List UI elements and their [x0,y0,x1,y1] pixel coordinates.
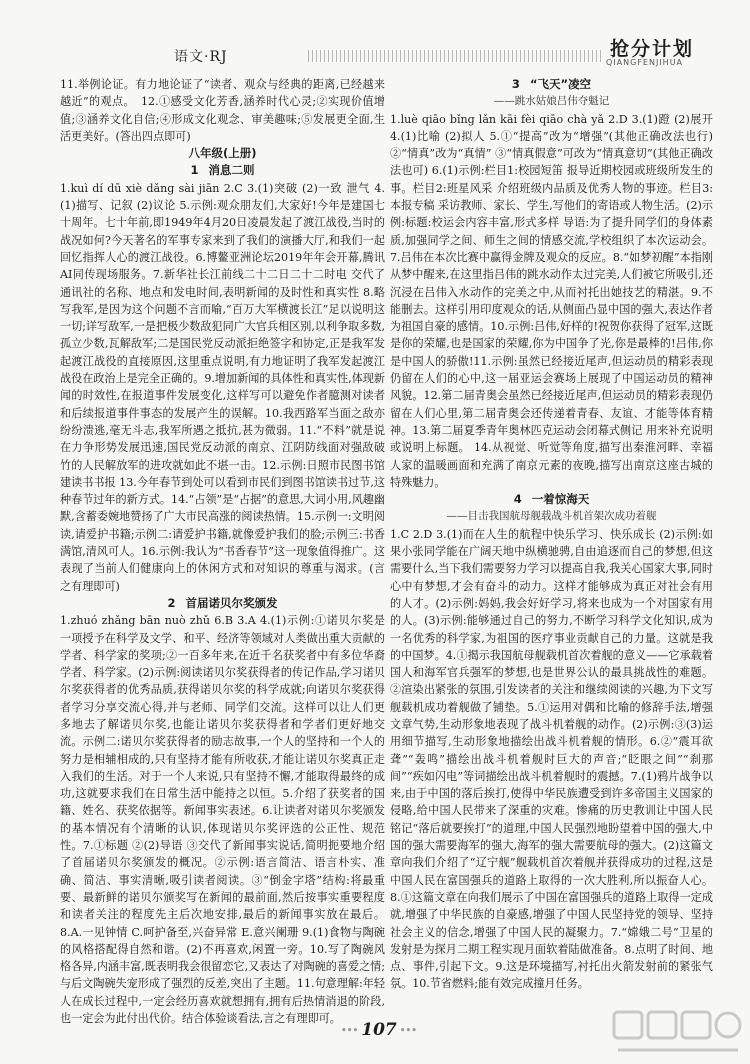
lesson-name: 消息二则 [208,163,255,178]
lesson-number: 4 [513,492,522,507]
lesson-name: 一着惊海天 [531,492,590,507]
subject-label: 语文·RJ [174,49,228,65]
lesson-title [390,491,713,508]
lesson-subtitle: ——目击我国航母舰载战斗机首架次成功着舰 [446,510,657,523]
book-series-pinyin: QIANGFENJIHUA [606,58,684,67]
lesson-title [60,595,385,612]
lesson-number: 1 [190,163,199,178]
grade-heading: 八年级(上册) [188,146,257,161]
answer-block: 11.举例论证。有力地论证了“读者、观众与经典的距离,已经越来越近”的观点。 12.①感受文化芳香,涵养时代心灵;②实现价值增值;③涵养文化自信;④形成文化观念、审美趣味;⑤发展更全面,生活更美好。(答出四点即可) [60,78,385,143]
book-series-title: 抢分计划 [610,38,695,60]
watermark-logo-icon [610,1006,745,1060]
lesson-number: 2 [167,595,176,610]
lesson-title [60,162,385,179]
lesson-name: 首届诺贝尔奖颁发 [185,595,278,610]
answer-block: 1.zhuó zhǎng bān nuò zhǔ 6.B 3.A 4.(1)示例:①诺贝尔奖是一项授予在科学及文学、和平、经济等领域对人类做出重大贡献的学者、科学家的奖项;②一百多年来,在近千名获奖者中有多位华裔学者、科学家。(2)示例:阅读诺贝尔奖获得者的传记作品,学习诺贝尔奖获得者的优秀品质,获得诺贝尔奖的科学成就;向诺贝尔奖获得者学习分享交流心得,并与老师、同学们交流。这样可以让人们更多地去了解诺贝尔奖,也能让诺贝尔奖获得者和学者们更好地交流。示例二:诺贝尔奖获得者的励志故事,一个人的坚持和一个人的努力是相辅相成的,只有坚持才能有所收获,才能让诺贝尔奖真正走入我们的生活。对于一个人来说,只有坚持不懈,才能取得最终的成功,这就要求我们在日常生活中能持之以恒。5.介绍了获奖者的国籍、姓名、获奖依据等。新闻事实表述。6.让读者对诺贝尔奖颁发的基本情况有个清晰的认识,体现诺贝尔奖评选的公正性、规范性。7.①标题 ②(2)导语 ③交代了新闻事实说话,简明扼要地介绍了首届诺贝尔奖颁发的概况。②示例:语言简洁、语言朴实、准确、简洁、事实清晰,吸引读者阅读。③“倒金字塔”结构:将最重要、最新鲜的诺贝尔颁奖写在新闻的最前面,然后按事实重要程度和读者关注的程度先主后次地安排,最后的新闻事实放在最后。8.A.一见钟情 C.呵护备至,兴奋异常 E.意兴阑珊 9.(1)食物与陶碗的风格搭配得自然和谐。(2)不再喜欢,闲置一旁。10.写了陶碗风格各异,内涵丰富,既表明我会很留恋它,又表达了对陶碗的喜爱之情;与后文陶碗失宠形成了强烈的反差,突出了主题。11.句意理解:年轻人在成长过程中,一定会经历喜欢就想拥有,拥有后热情消退的阶段,也一定会为此付出代价。结合体验谈看法,言之有理即可。 [60,614,385,1026]
lesson-name: “飞天”凌空 [529,77,592,91]
lesson-number: 3 [511,77,520,91]
answer-block: 1.luè qiāo bǐng lǎn kāi fèi qiāo chà yǎ 2.D 3.(1)蹬 (2)展开 4.(1)比喻 (2)拟人 5.①“提高”改为“增强”(其他正确改法也行) ②“情真”改为“真情” ③“情真假意”可改为“情真意切”(其他正确改法也可) 6.(1)示例:栏目1:校园短笛 报导近期校园或班级所发生的事。栏目2:班星风采 介绍班级内品质及优秀人物的事迹。栏目3:本报专稿 采访教师、家长、学生,写他们的寄语或人物生活。(2)示例:标题:校运会内容丰富,形式多样 导语:为了提升同学们的身体素质,加强同学之间、师生之间的情感交流,学校组织了本次运动会。7.吕伟在本次比赛中赢得金牌及观众的反应。8.“如梦初醒”本指刚从梦中醒来,在这里指吕伟的跳水动作太过完美,人们被它所吸引,还沉浸在吕伟入水动作的完美之中,从而衬托出她技艺的精湛。9.不能删去。这样引用印度观众的话,从侧面凸显中国的强大,表达作者为祖国自豪的感情。10.示例:吕伟,好样的!祝贺你获得了冠军,这既是你的荣耀,也是国家的荣耀,你为中国争了光,你是最棒的!吕伟,你是中国人的骄傲!11.示例:虽然已经接近尾声,但运动员的精彩表现仍留在人们的心中,这一届亚运会赛场上展现了中国运动员的精神风貌。12.第二届青奥会虽然已经接近尾声,但运动员的精彩表现仍留在人们心里,第二届青奥会还传递着青春、友谊、才能等体育精神。13.第二届夏季青年奥林匹克运动会闭幕式侧记 用来补充说明或说明上标题。 14.从视觉、听觉等角度,描写出秦淮河畔、幸福人家的温暖画面和充满了南京元素的夜晚,描写出南京这座古城的特殊魅力。 [390,112,713,489]
left-column [60,76,385,1027]
lesson-subtitle: ——跳水姑娘吕伟夺魁记 [493,95,610,108]
page-number: ••• 107 ••• [338,1020,412,1040]
page-header [0,0,750,74]
answer-block: 1.kuì dí dū xiè dǎng sài jiān 2.C 3.(1)突破 (2)一致 泄气 4.(1)描写、记叙 (2)议论 5.示例:观众朋友们,大家好!今年是建国七十周年。七十年前,即1949年4月20日凌晨发起了渡江战役,当时的战况如何?今天著名的军事专家来到了我们的演播大厅,和我们一起回忆指挥人心的渡江战役。6.博鳌亚洲论坛2019年年会开幕,腾讯AI同传现场服务。7.新华社长江前线二十二日二十二时电 交代了通讯社的名称、地点和发电时间,表明新闻的及时性和真实性 8.略写我军,是因为这个问题不言而喻,“百万大军横渡长江”足以说明这一切;详写敌军,一是把极少数敌犯同广大官兵相区别,以利争取多数,孤立少数,瓦解敌军;二是国民党反动派拒绝签字和协定,正是我军发起渡江战役的直接原因,这里重点说明,有力地证明了我军发起渡江战役在政治上是完全正确的。9.增加新闻的具体性和真实性,体现新闻的时效性,在报道事件发展变化,这样写可以避免作者臆测对读者和后续报道事件事态的发展产生的误解。10.我西路军当面之敌亦纷纷溃逃,毫无斗志,我军所遇之抵抗,甚为微弱。11.“不料”就是说在力争形势发展迅速,国民党反动派的南京、江阴防线面对强敌破竹的人民解放军的进攻就如此不堪一击。12.示例:日照市民图书馆建读书书报 13.今年春节到处可以看到市民们到图书馆读书过节,这种春节过年的新方式。14.“占领”是“占据”的意思,大词小用,风趣幽默,含蓄委婉地赞扬了广大市民高涨的阅读热情。15.示例一:文明阅读,请爱护书籍;示例二:请爱护书籍,就像爱护我们的脸;示例三:书香满馆,清风可人。16.示例:我认为“书香春节”这一现象值得推广。这表现了当前人们健康向上的休闲方式和对知识的尊重与渴求。(言之有理即可) [60,181,385,593]
lesson-title [390,76,713,93]
right-column [390,76,713,993]
header-rule [308,50,603,62]
answer-block: 1.C 2.D 3.(1)而在人生的航程中快乐学习、快乐成长 (2)示例:如果小张同学能在广阔天地中纵横驰骋,自由追逐而自己的梦想,但这需要什么,当下我们需要努力学习以提高自我,我关心国家大事,同时心中有梦想,才会有奋斗的动力。这样才能够成为真正对社会有用的人才。(2)示例:妈妈,我会好好学习,将来也成为一个对国家有用的人。(3)示例:能够通过自己的努力,不断学习科学文化知识,成为一名优秀的科学家,为祖国的医疗事业贡献自己的力量。这就是我的中国梦。4.①揭示我国航母舰载机首次着舰的意义——它承载着国人和海军官兵强军的梦想,也是世界公认的最具挑战性的难题。②渲染出紧张的氛围,引发读者的关注和继续阅读的兴趣,为下文写舰载机成功着舰做了铺垫。5.①运用对偶和比喻的修辞手法,增强文章气势,生动形象地表现了战斗机着舰的动作。(2)示例:③(3)运用细节描写,生动形象地描绘出战斗机着舰的情形。6.②“震耳欲聋”“轰鸣”描绘出战斗机着舰时巨大的声音;“眨眼之间”“刹那间”“疾如闪电”等词描绘出战斗机着舰时的震撼。7.(1)鸦片战争以来,由于中国的落后挨打,使得中华民族遭受到许多帝国主义国家的侵略,给中国人民带来了深重的灾难。惨痛的历史教训让中国人民铭记“落后就要挨打”的道理,中国人民强烈地盼望着中国的强大,中国的强大需要海军的强大,海军的强大需要航母的强大。(2)这篇文章向我们介绍了“辽宁舰”舰载机首次着舰并获得成功的过程,这是中国人民在富国强兵的道路上取得的一次大胜利,所以振奋人心。8.①这篇文章在向我们展示了中国在富国强兵的道路上取得一定成就,增强了中华民族的自豪感,增强了中国人民坚持党的领导、坚持社会主义的信念,增强了中国人民的凝聚力。7.“嫦娥二号”卫星的发射是为探月二期工程实现月面软着陆做准备。8.点明了时间、地点、事件,引起下文。9.这是环境描写,衬托出火箭发射前的紧张气氛。10.节省燃料;能有效完成撞月任务。 [390,527,713,991]
